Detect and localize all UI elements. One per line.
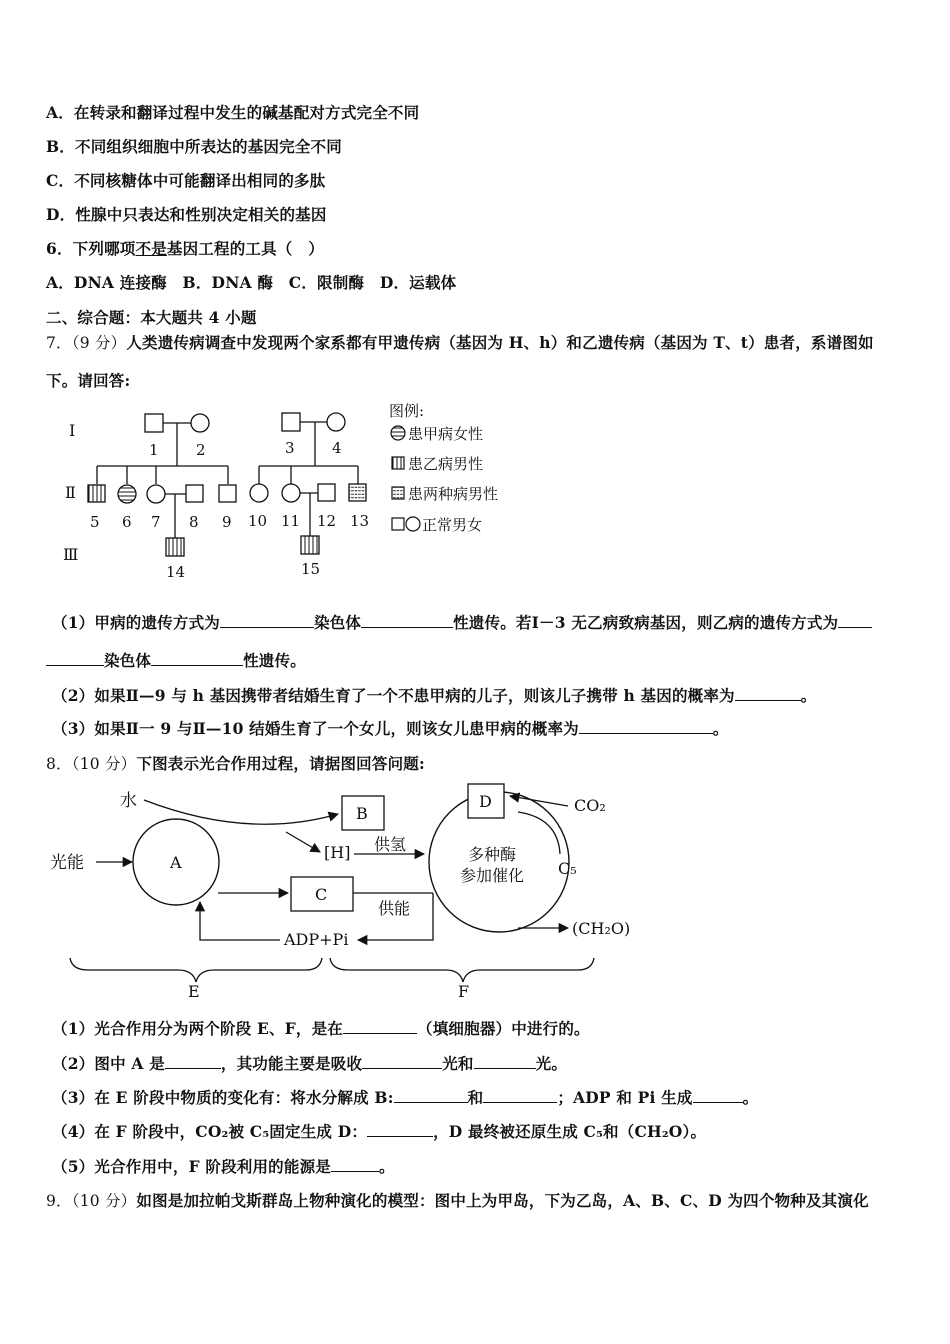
individual-15-male-disease-b (301, 536, 319, 554)
q8-p3-c: ；ADP 和 Pi 生成 (557, 1088, 693, 1107)
individual-9-male (219, 485, 236, 502)
q8-score: （10 分） (71, 755, 137, 773)
ch2o-label: (CH₂O) (572, 919, 631, 938)
q7-part1-line1 (52, 611, 872, 633)
section-2-heading: 二、综合题：本大题共 4 小题 (46, 308, 257, 327)
generation-3-label: Ⅲ (63, 545, 79, 564)
q7-part3 (52, 717, 729, 739)
q8-p3-a: （3）在 E 阶段中物质的变化有：将水分解成 B: (52, 1088, 394, 1107)
supply-energy-label: 供能 (378, 899, 411, 918)
answer-blank[interactable] (474, 1054, 536, 1069)
individual-2-female (191, 414, 209, 432)
q8-p2-b: ，其功能主要是吸收 (220, 1054, 363, 1073)
q7-stem-line2: 下。请回答: (46, 371, 131, 390)
legend-disease-a-female-icon (391, 426, 405, 440)
q8-part1 (52, 1017, 590, 1039)
individual-6-female-disease-a (118, 485, 136, 503)
brace-e (70, 958, 322, 982)
enzyme-label-1: 多种酶 (468, 845, 517, 864)
q8-p3-b: 和 (467, 1088, 484, 1107)
q9-num: 9． (46, 1192, 72, 1210)
pedigree-id-12: 12 (317, 512, 337, 530)
pedigree-id-4: 4 (332, 439, 342, 457)
adp-to-a-arrow (200, 902, 280, 940)
q8-p3-d: 。 (742, 1088, 759, 1107)
pigment-a-label: A (170, 853, 182, 872)
q7-p3-a: （3）如果Ⅱ一 9 与Ⅱ—10 结婚生育了一个女儿，则该女儿患甲病的概率为 (52, 719, 579, 738)
generation-2-label: Ⅱ (65, 483, 76, 502)
q5-option-b: B．不同组织细胞中所表达的基因完全不同 (46, 137, 342, 156)
q7-p2-b: 。 (800, 686, 817, 705)
answer-blank[interactable] (46, 651, 104, 666)
answer-blank[interactable] (331, 1157, 379, 1172)
individual-14-male-disease-b (166, 538, 184, 556)
q7-p1-a: （1）甲病的遗传方式为 (52, 613, 220, 632)
pedigree-id-11: 11 (281, 512, 301, 530)
q7-part1-line2 (46, 649, 306, 671)
q8-p4-a: （4）在 F 阶段中，CO₂被 C₅固定生成 D： (52, 1122, 368, 1141)
q8-part4 (52, 1120, 706, 1142)
pedigree-chart (55, 398, 535, 588)
legend-disease-a-female: 患甲病女性 (408, 425, 484, 443)
q8-stem-text: 下图表示光合作用过程，请据图回答问题: (136, 754, 425, 773)
box-b-label: B (356, 804, 368, 823)
q9-stem-text: 如图是加拉帕戈斯群岛上物种演化的模型：图中上为甲岛，下为乙岛，A、B、C、D 为四个物种及其演化 (136, 1191, 869, 1210)
answer-blank[interactable] (165, 1054, 221, 1069)
answer-blank[interactable] (483, 1088, 557, 1103)
answer-blank[interactable] (367, 1122, 433, 1137)
individual-10-female (250, 484, 268, 502)
q6-stem-pre: 6．下列哪项 (46, 239, 136, 258)
legend-disease-b-male-icon (392, 457, 404, 469)
individual-3-male (282, 413, 300, 431)
q7-stem-1: 人类遗传病调查中发现两个家系都有甲遗传病（基因为 H、h）和乙遗传病（基因为 T、t）患者，系谱图如 (126, 333, 874, 352)
q7-p1-b: 染色体 (314, 613, 362, 632)
c5-label: C₅ (558, 859, 577, 878)
q8-p5-b: 。 (379, 1157, 395, 1176)
q8-p1-a: （1）光合作用分为两个阶段 E、F，是在 (52, 1019, 344, 1038)
pedigree-id-8: 8 (189, 513, 199, 531)
pedigree-id-5: 5 (90, 513, 100, 531)
q6-stem-post: 基因工程的工具（ ） (166, 239, 324, 258)
q8-part5 (52, 1155, 395, 1177)
stage-e-label: E (188, 982, 200, 1001)
legend-disease-b-male: 患乙病男性 (408, 455, 484, 473)
stage-f-label: F (458, 982, 470, 1001)
q7-p1-c: 性遗传。若Ⅰ－3 无乙病致病基因，则乙病的遗传方式为 (453, 613, 839, 632)
q7-p3-b: 。 (712, 719, 729, 738)
light-energy-label: 光能 (50, 853, 84, 873)
legend-normal-male-icon (392, 518, 404, 530)
pedigree-id-10: 10 (248, 512, 268, 530)
q8-p4-b: ，D 最终被还原生成 C₅和（CH₂O）。 (433, 1122, 707, 1141)
q6-options: A．DNA 连接酶 B．DNA 酶 C．限制酶 D．运载体 (46, 273, 457, 292)
q8-p1-b: （填细胞器）中进行的。 (417, 1019, 590, 1038)
water-to-h-arrow (286, 832, 320, 852)
box-d-label: D (479, 792, 492, 811)
box-c-label: C (315, 885, 328, 904)
answer-blank[interactable] (394, 1088, 468, 1103)
answer-blank[interactable] (693, 1088, 743, 1103)
legend-normal: 正常男女 (422, 516, 483, 534)
q7-part2 (52, 684, 816, 706)
pedigree-id-9: 9 (222, 513, 232, 531)
answer-blank[interactable] (838, 613, 872, 628)
supply-hydrogen-label: 供氢 (374, 835, 407, 854)
q5-option-a: A．在转录和翻译过程中发生的碱基配对方式完全不同 (46, 103, 420, 122)
q7-num: 7． (46, 334, 72, 352)
generation-1-label: Ⅰ (69, 421, 76, 440)
pedigree-id-13: 13 (350, 512, 370, 530)
q8-p2-c: 光和 (442, 1054, 474, 1073)
legend-normal-female-icon (406, 517, 420, 531)
co2-label: CO₂ (574, 796, 606, 815)
q8-p2-a: （2）图中 A 是 (52, 1054, 165, 1073)
legend-both-diseases-male: 患两种病男性 (408, 485, 499, 503)
answer-blank[interactable] (361, 613, 453, 628)
answer-blank[interactable] (220, 613, 314, 628)
individual-13-male-both-diseases (349, 484, 366, 501)
pedigree-id-6: 6 (122, 513, 132, 531)
individual-11-female (282, 484, 300, 502)
q7-p1-e: 性遗传。 (243, 651, 306, 670)
individual-12-male (318, 484, 335, 501)
q8-stem (46, 752, 425, 774)
q7-stem-line1 (46, 331, 874, 353)
water-label: 水 (120, 791, 137, 811)
pedigree-id-1: 1 (149, 441, 159, 459)
q6-stem-under: 不是 (135, 239, 167, 258)
q7-p1-d: 染色体 (104, 651, 152, 670)
nadph-label: [H] (324, 843, 351, 862)
pedigree-id-3: 3 (285, 439, 295, 457)
photosynthesis-diagram (48, 780, 648, 1002)
q8-part2 (52, 1052, 567, 1074)
answer-blank[interactable] (343, 1019, 417, 1034)
q9-stem (46, 1189, 869, 1211)
individual-8-male (186, 485, 203, 502)
q7-p2-a: （2）如果Ⅱ—9 与 h 基因携带者结婚生育了一个不患甲病的儿子，则该儿子携带 h 基因的概率为 (52, 686, 735, 705)
legend-both-diseases-male-icon (392, 487, 404, 499)
q9-score: （10 分） (71, 1192, 137, 1210)
individual-4-female (327, 413, 345, 431)
answer-blank[interactable] (362, 1054, 442, 1069)
q6-stem (46, 237, 324, 259)
answer-blank[interactable] (579, 719, 713, 734)
individual-5-male-disease-b (88, 485, 105, 502)
adp-pi-label: ADP+Pi (284, 930, 349, 949)
answer-blank[interactable] (151, 651, 243, 666)
q8-num: 8． (46, 755, 72, 773)
q8-p5-a: （5）光合作用中，F 阶段利用的能源是 (52, 1157, 331, 1176)
answer-blank[interactable] (735, 686, 801, 701)
individual-7-female (147, 485, 165, 503)
q5-option-c: C．不同核糖体中可能翻译出相同的多肽 (46, 171, 326, 190)
q5-option-d: D．性腺中只表达和性别决定相关的基因 (46, 205, 327, 224)
brace-f (330, 958, 594, 982)
q7-score: （9 分） (71, 334, 127, 352)
pedigree-id-7: 7 (151, 513, 161, 531)
legend-title: 图例: (389, 402, 425, 420)
enzyme-label-2: 参加催化 (460, 866, 525, 885)
pedigree-id-14: 14 (166, 563, 186, 581)
individual-1-male (145, 414, 163, 432)
q8-part3 (52, 1086, 758, 1108)
pedigree-id-15: 15 (301, 560, 321, 578)
q8-p2-d: 光。 (535, 1054, 568, 1073)
pedigree-id-2: 2 (196, 441, 206, 459)
